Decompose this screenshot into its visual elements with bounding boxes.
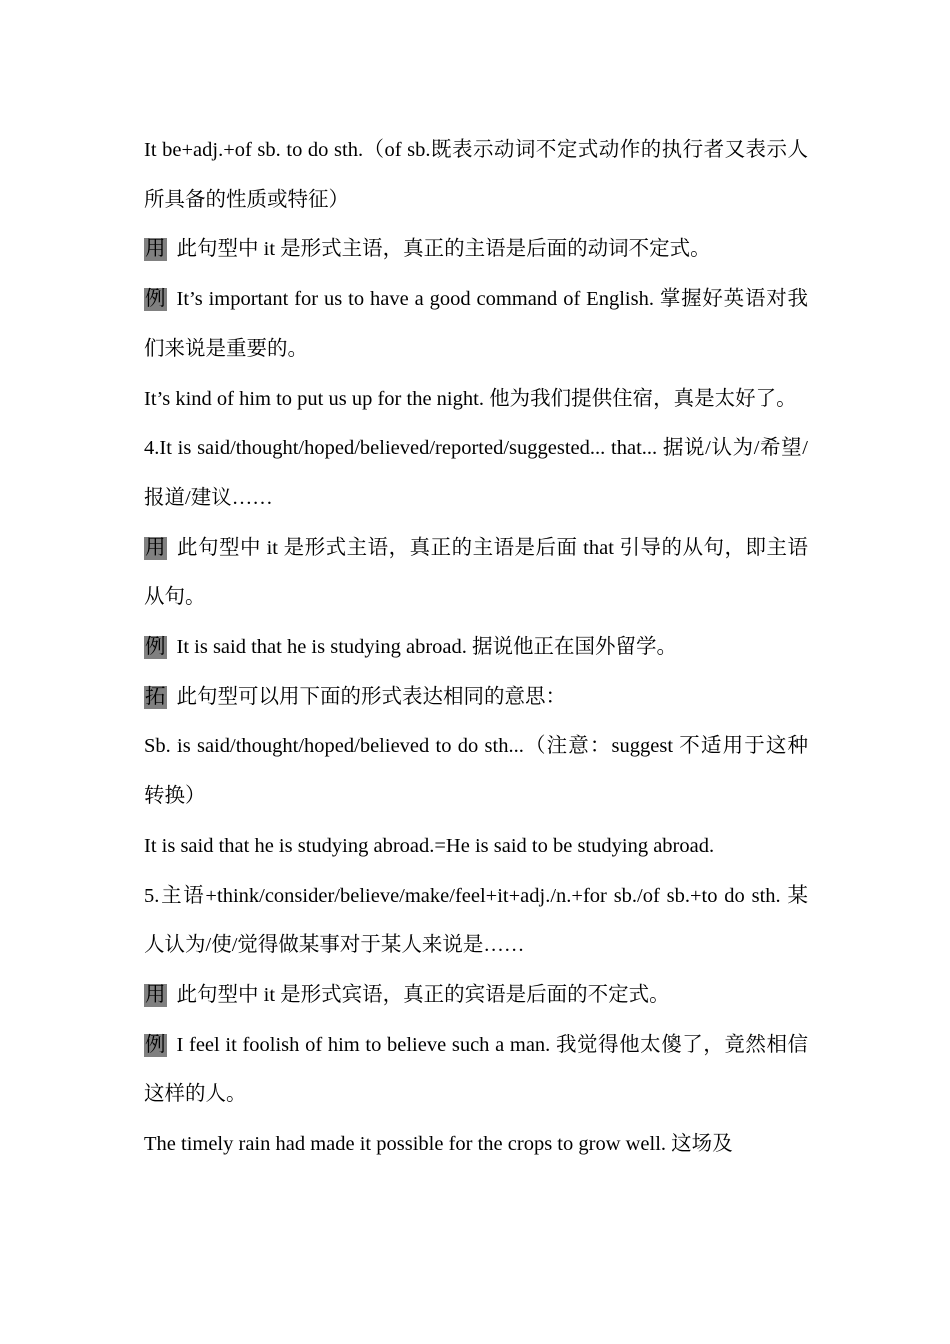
paragraph xyxy=(144,872,808,971)
paragraph xyxy=(144,225,808,275)
paragraph xyxy=(144,971,808,1021)
paragraph xyxy=(144,722,808,821)
paragraph-text: 此句型中 it 是形式主语，真正的主语是后面的动词不定式。 xyxy=(176,238,711,261)
paragraph-text: 此句型中 it 是形式主语，真正的主语是后面 that 引导的从句，即主语从句。 xyxy=(144,536,808,609)
paragraph-text: It’s kind of him to put us up for the night. 他为我们提供住宿，真是太好了。 xyxy=(144,387,797,410)
paragraph-text: The timely rain had made it possible for the crops to grow well. 这场及 xyxy=(144,1133,733,1156)
paragraph xyxy=(144,126,808,225)
paragraph xyxy=(144,275,808,374)
paragraph-text: It’s important for us to have a good command of English. 掌握好英语对我们来说是重要的。 xyxy=(144,288,808,360)
example-tag: 例 xyxy=(145,288,166,311)
example-tag: 例 xyxy=(145,1033,166,1056)
paragraph-text: I feel it foolish of him to believe such a man. 我觉得他太傻了，竟然相信这样的人。 xyxy=(144,1033,808,1106)
paragraph-text: 此句型中 it 是形式宾语，真正的宾语是后面的不定式。 xyxy=(176,983,670,1006)
paragraph-text: It is said that he is studying abroad.=He is said to be studying abroad. xyxy=(144,834,715,857)
paragraph xyxy=(144,375,808,425)
paragraph xyxy=(144,1021,808,1120)
extension-tag: 拓 xyxy=(145,685,166,708)
paragraph-text: 此句型可以用下面的形式表达相同的意思： xyxy=(176,685,566,708)
paragraph-text: Sb. is said/thought/hoped/believed to do sth...（注意：suggest 不适用于这种转换） xyxy=(144,735,808,808)
paragraph-text: 5.主语+think/consider/believe/make/feel+it+adj./n.+for sb./of sb.+to do sth. 某人认为/使/觉得做某事对于某人来说是…… xyxy=(144,884,808,957)
example-tag: 例 xyxy=(145,636,166,659)
paragraph xyxy=(144,424,808,523)
paragraph xyxy=(144,524,808,623)
paragraph-text: 4.It is said/thought/hoped/believed/reported/suggested... that... 据说/认为/希望/报道/建议…… xyxy=(144,437,808,509)
paragraph xyxy=(144,1120,808,1170)
document-body xyxy=(144,126,808,1170)
paragraph-text: It is said that he is studying abroad. 据说他正在国外留学。 xyxy=(176,636,677,659)
paragraph xyxy=(144,623,808,673)
paragraph xyxy=(144,673,808,723)
usage-tag: 用 xyxy=(145,238,166,261)
usage-tag: 用 xyxy=(145,536,166,559)
paragraph xyxy=(144,822,808,872)
usage-tag: 用 xyxy=(145,983,166,1006)
paragraph-text: It be+adj.+of sb. to do sth.（of sb.既表示动词不定式动作的执行者又表示人所具备的性质或特征） xyxy=(144,139,808,211)
